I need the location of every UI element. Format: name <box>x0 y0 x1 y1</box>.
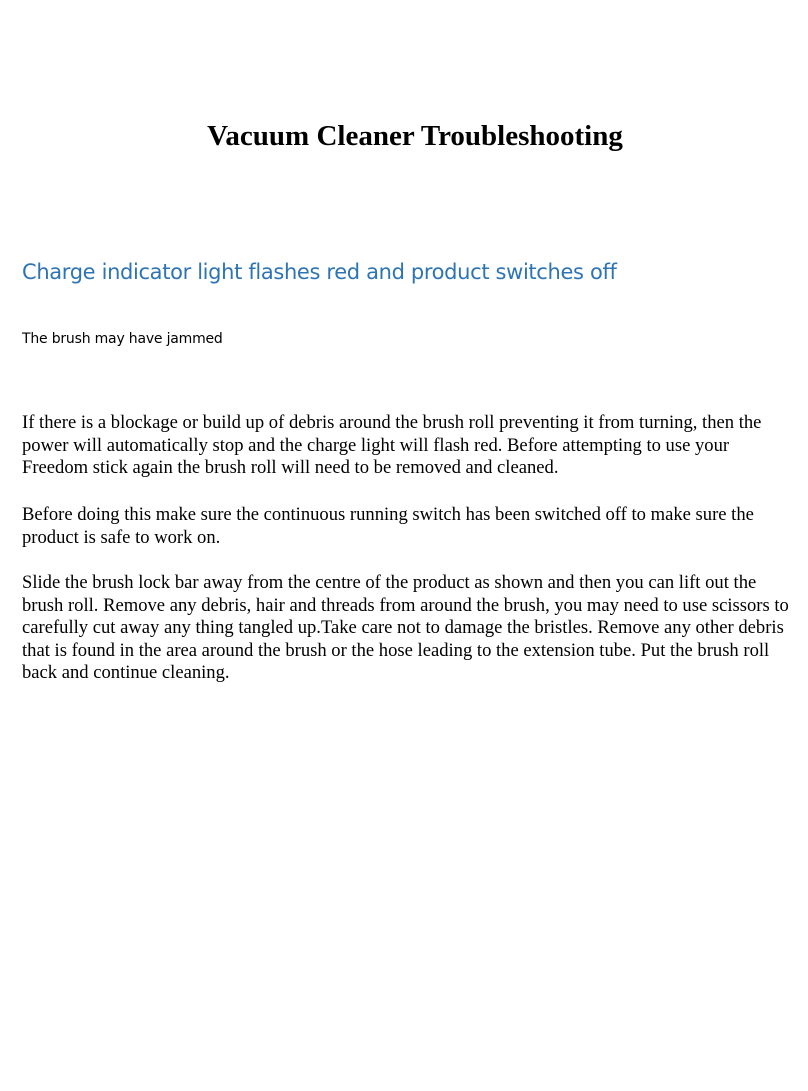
section-heading: Charge indicator light flashes red and product switches off <box>22 260 617 284</box>
paragraph-blockage: If there is a blockage or build up of debris around the brush roll preventing it from turning, then the power will automatically stop and the charge light will flash red. Before attempting to use your Freedom stick again the brush roll will need to be removed and cleaned. <box>22 412 762 479</box>
page-title: Vacuum Cleaner Troubleshooting <box>207 120 623 152</box>
sub-heading: The brush may have jammed <box>22 331 223 347</box>
paragraph-cleaning-steps: Slide the brush lock bar away from the centre of the product as shown and then you can lift out the brush roll. Remove any debris, hair and threads from around the brush, you may need to use scissors to carefully cut away any thing tangled up.Take care not to damage the bristles. Remove any other debris that is found in the area around the brush or the hose leading to the extension tube. Put the brush roll back and continue cleaning. <box>22 572 789 684</box>
paragraph-safety: Before doing this make sure the continuous running switch has been switched off to make sure the product is safe to work on. <box>22 504 754 548</box>
